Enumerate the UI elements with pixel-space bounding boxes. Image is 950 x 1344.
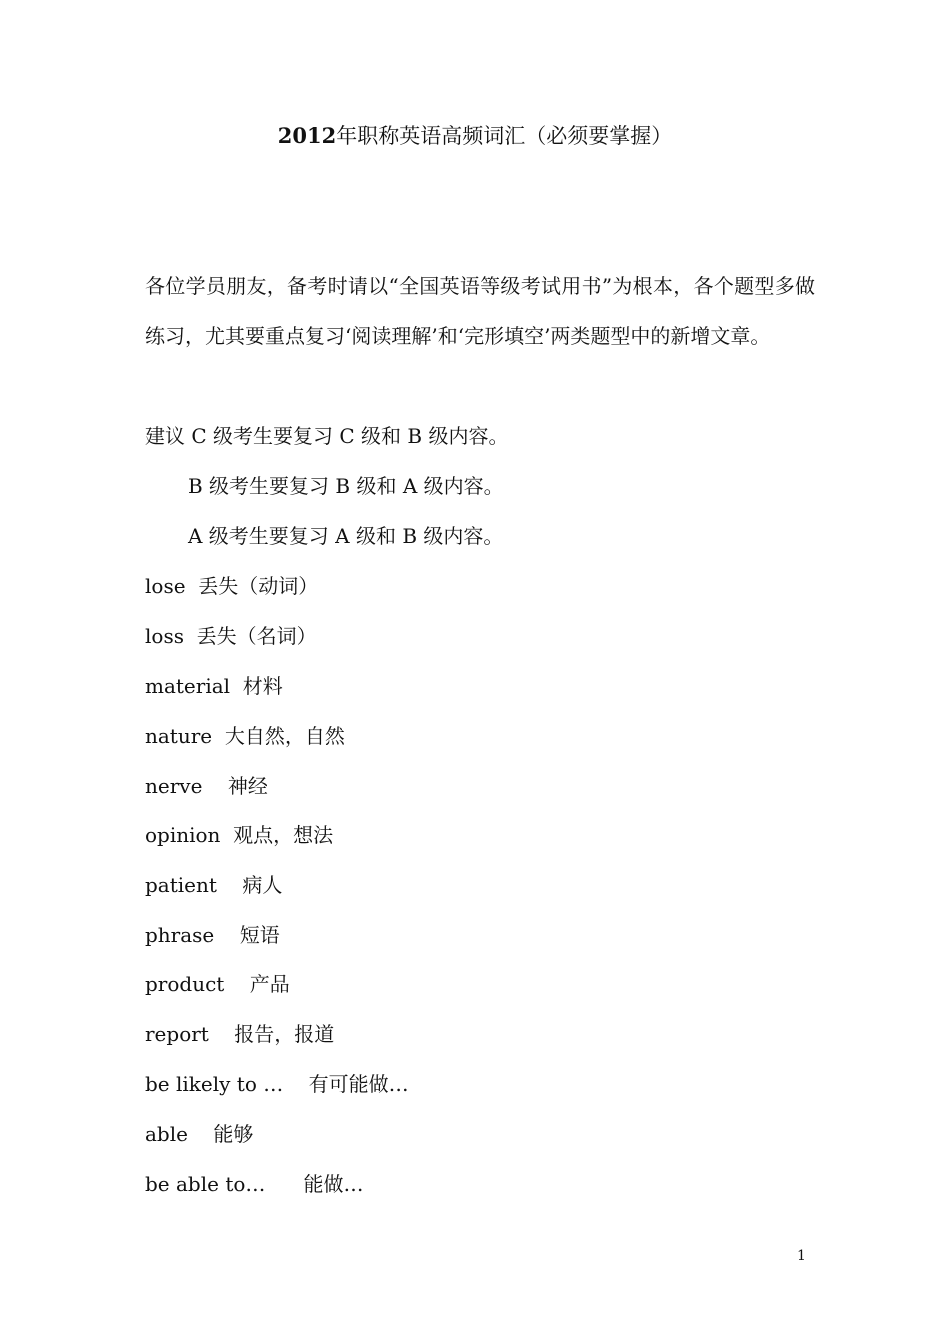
intro-paragraph: 各位学员朋友，备考时请以“全国英语等级考试用书”为根本，各个题型多做练习，尤其要重点复习‘阅读理解’和‘完形填空’两类题型中的新增文章。 [145, 274, 815, 348]
vocab-item: opinion 观点，想法 [145, 823, 334, 847]
vocab-item: loss 丢失（名词） [145, 624, 317, 648]
title-year: 2012 [277, 123, 337, 148]
advice-line-a: A 级考生要复习 A 级和 B 级内容。 [188, 524, 504, 548]
vocab-item: phrase 短语 [145, 923, 280, 947]
vocab-item: report 报告，报道 [145, 1022, 335, 1046]
vocab-item: product 产品 [145, 972, 290, 996]
advice-line-b: B 级考生要复习 B 级和 A 级内容。 [188, 474, 504, 498]
vocab-item: lose 丢失（动词） [145, 574, 319, 598]
vocab-item: be able to… 能做… [145, 1172, 364, 1196]
vocab-item: patient 病人 [145, 873, 283, 897]
title-text: 年职称英语高频词汇（必须要掌握） [336, 124, 673, 148]
vocab-item: able 能够 [145, 1122, 254, 1146]
document-title [0, 120, 950, 152]
vocab-item: material 材料 [145, 674, 283, 698]
page-number: 1 [797, 1248, 806, 1264]
vocab-item: be likely to … 有可能做… [145, 1072, 409, 1096]
vocab-item: nerve 神经 [145, 774, 268, 798]
advice-line-c: 建议 C 级考生要复习 C 级和 B 级内容。 [145, 424, 509, 448]
vocab-item: nature 大自然，自然 [145, 724, 345, 748]
